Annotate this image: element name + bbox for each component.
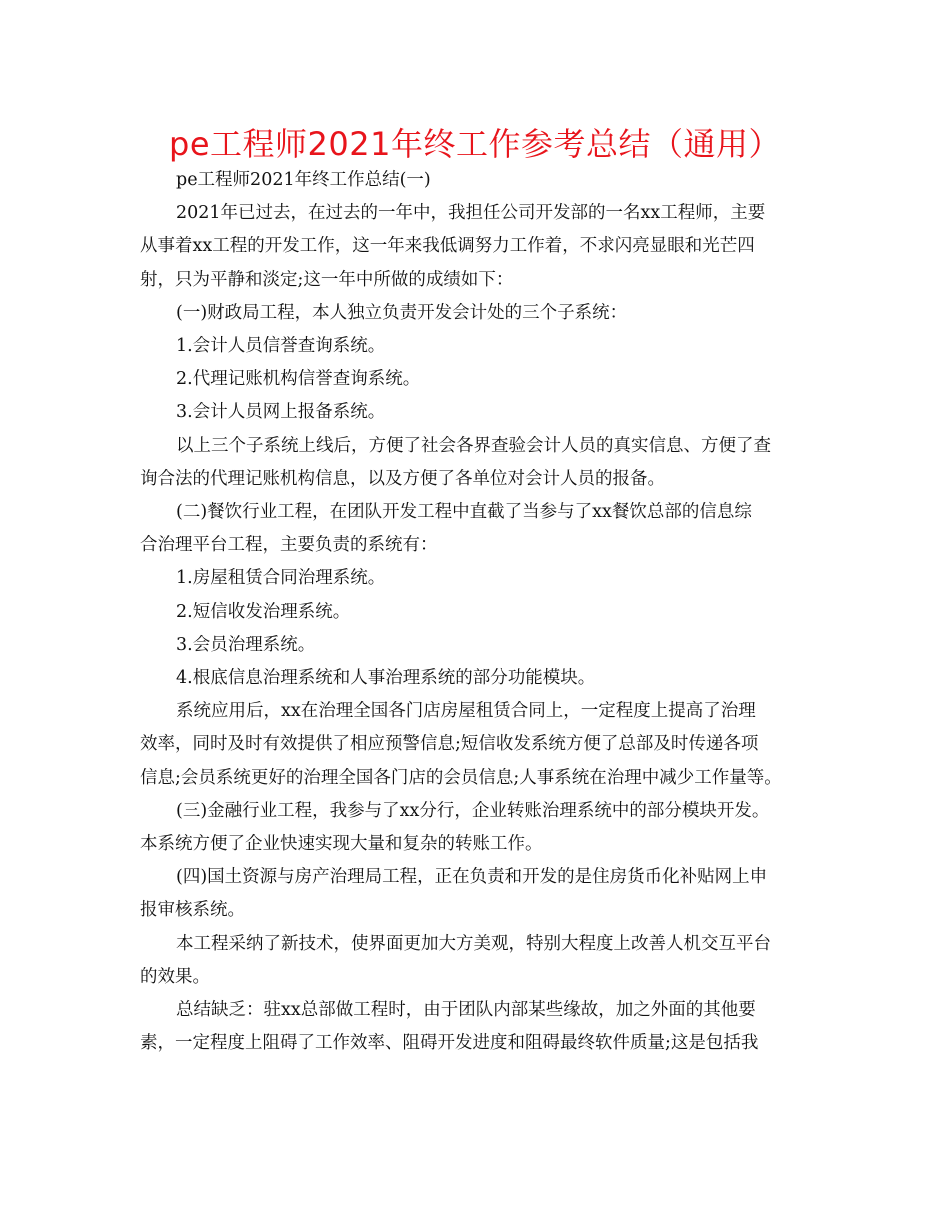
body-line: 2021年已过去，在过去的一年中，我担任公司开发部的一名xx工程师，主要: [176, 203, 766, 224]
body-line: 3.会计人员网上报备系统。: [176, 402, 386, 423]
body-line: 本系统方便了企业快速实现大量和复杂的转账工作。: [140, 834, 543, 855]
body-line: 总结缺乏：驻xx总部做工程时，由于团队内部某些缘故，加之外面的其他要: [176, 1000, 756, 1021]
body-line: pe工程师2021年终工作总结(一): [176, 170, 431, 190]
body-line: (二)餐饮行业工程，在团队开发工程中直截了当参与了xx餐饮总部的信息综: [176, 502, 752, 523]
body-line: 以上三个子系统上线后，方便了社会各界查验会计人员的真实信息、方便了查: [176, 435, 771, 456]
body-line: 报审核系统。: [140, 900, 245, 921]
body-line: (四)国土资源与房产治理局工程，正在负责和开发的是住房货币化补贴网上申: [176, 867, 768, 888]
body-line: 合治理平台工程，主要负责的系统有：: [140, 535, 438, 556]
body-line: 的效果。: [140, 966, 210, 987]
document-title: pe工程师2021年终工作参考总结（通用）: [169, 125, 781, 163]
body-line: 素，一定程度上阻碍了工作效率、阻碍开发进度和阻碍最终软件质量;这是包括我: [140, 1033, 759, 1054]
body-line: (一)财政局工程，本人独立负责开发会计处的三个子系统：: [176, 302, 628, 323]
body-line: 系统应用后，xx在治理全国各门店房屋租赁合同上，一定程度上提高了治理: [176, 701, 756, 722]
body-line: 1.会计人员信誉查询系统。: [176, 336, 386, 357]
document-body: [140, 164, 822, 1060]
body-line: 询合法的代理记账机构信息，以及方便了各单位对会计人员的报备。: [140, 468, 665, 489]
body-line: 信息;会员系统更好的治理全国各门店的会员信息;人事系统在治理中减少工作量等。: [140, 767, 782, 788]
body-line: 射，只为平静和淡定;这一年中所做的成绩如下：: [140, 269, 514, 290]
body-line: (三)金融行业工程，我参与了xx分行，企业转账治理系统中的部分模块开发。: [176, 800, 770, 821]
body-line: 效率，同时及时有效提供了相应预警信息;短信收发系统方便了总部及时传递各项: [140, 734, 759, 755]
body-line: 3.会员治理系统。: [176, 634, 316, 655]
body-line: 4.根底信息治理系统和人事治理系统的部分功能模块。: [176, 668, 596, 689]
body-line: 2.代理记账机构信誉查询系统。: [176, 369, 421, 390]
body-line: 2.短信收发治理系统。: [176, 601, 351, 622]
body-line: 从事着xx工程的开发工作，这一年来我低调努力工作着，不求闪亮显眼和光芒四: [140, 236, 755, 257]
body-line: 本工程采纳了新技术，使界面更加大方美观，特别大程度上改善人机交互平台: [176, 933, 771, 954]
body-line: 1.房屋租赁合同治理系统。: [176, 568, 386, 589]
